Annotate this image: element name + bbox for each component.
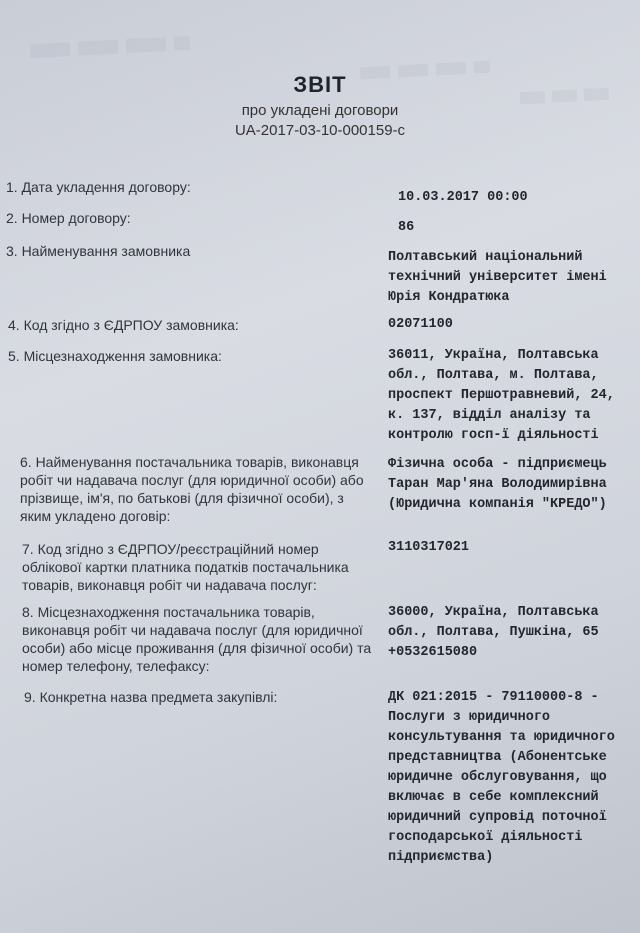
field-value-contract-date: 10.03.2017 00:00 <box>398 190 528 205</box>
field-label-customer-name: 3. Найменування замовника <box>6 243 191 259</box>
field-value-contract-number: 86 <box>398 220 415 235</box>
field-label-procurement-subject: 9. Конкретна назва предмета закупівлі: <box>24 689 278 705</box>
field-label-supplier-code: 7. Код згідно з ЄДРПОУ/реєстраційний номер облікової картки платника податків постачальника товарів, виконавця робіт чи надавача послуг: <box>22 541 349 593</box>
field-label-customer-address: 5. Місцезнаходження замовника: <box>8 348 222 364</box>
field-value-customer-edrpou: 02071100 <box>388 317 453 332</box>
field-value-customer-address: 36011, Україна, Полтавська обл., Полтава, м. Полтава, проспект Першотравневий, 24, к. 137, відділ аналізу та контролю госп-ї діяльності <box>388 348 615 443</box>
bleed-through-text <box>30 36 191 58</box>
field-label-supplier-name: 6. Найменування постачальника товарів, виконавця робіт чи надавача послуг (для юридичної особи) або прізвище, ім'я, по батькові (для фізичної особи), з яким укладено договір: <box>20 454 364 524</box>
document-id: UA-2017-03-10-000159-с <box>234 122 406 139</box>
field-label-customer-edrpou: 4. Код згідно з ЄДРПОУ замовника: <box>8 317 239 333</box>
field-label-contract-date: 1. Дата укладення договору: <box>6 179 191 195</box>
field-label-supplier-address: 8. Місцезнаходження постачальника товарів, виконавця робіт чи надавача послуг (для юридичної особи) або місце проживання (для фізичної особи) та номер телефону, телефаксу: <box>22 604 372 674</box>
field-label-contract-number: 2. Номер договору: <box>6 210 131 226</box>
field-value-supplier-address: 36000, Україна, Полтавська обл., Полтава, Пушкіна, 65 +0532615080 <box>388 605 599 660</box>
field-value-procurement-subject: ДК 021:2015 - 79110000-8 - Послуги з юридичного консультування та юридичного представництва (Абонентське юридичне обслуговування, що включає в себе комплексний юридичний супровід поточної господарської діяльності підприємства) <box>388 690 615 865</box>
document-subtitle: про укладені договори <box>241 102 399 119</box>
field-value-supplier-code: 3110317021 <box>388 540 470 555</box>
field-value-supplier-name: Фізична особа - підприємець Таран Мар'яна Володимирівна (Юридична компанія "КРЕДО") <box>388 457 607 512</box>
document-title: ЗВІТ <box>293 72 347 97</box>
field-value-customer-name: Полтавський національний технічний університет імені Юрія Кондратюка <box>388 250 607 305</box>
